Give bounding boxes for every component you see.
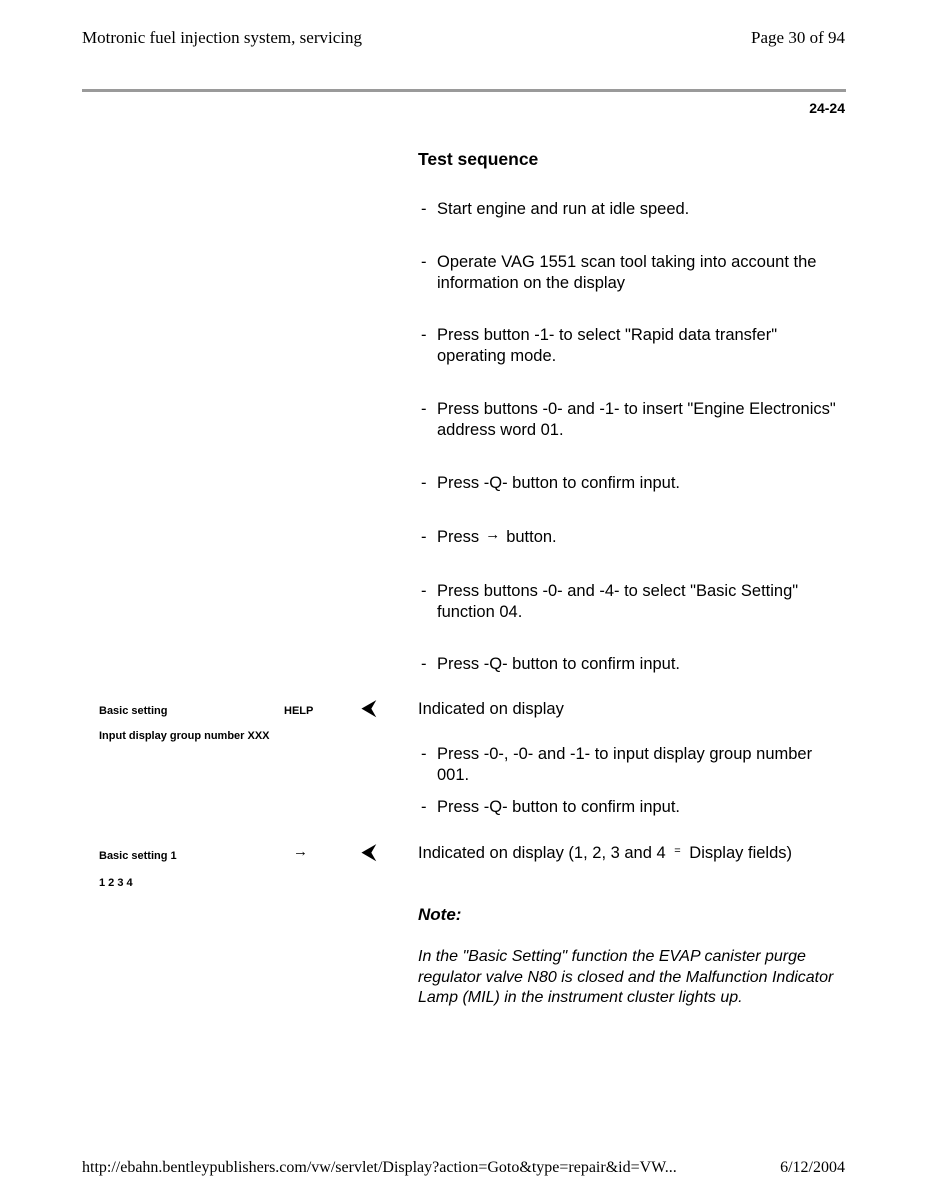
step-text: Press button -1- to select "Rapid data transfer" operating mode. <box>437 326 778 365</box>
step-item <box>421 252 841 293</box>
test-sequence-heading: Test sequence <box>418 149 539 169</box>
source-url: http://ebahn.bentleypublishers.com/vw/servlet/Display?action=Goto&type=repair&id=VW... <box>82 1159 677 1176</box>
display-help-label: HELP <box>284 705 314 717</box>
display-caption: Indicated on display <box>418 700 564 718</box>
step-text: Press -Q- button to confirm input. <box>437 798 681 816</box>
display-line2: Input display group number XXX <box>99 730 270 742</box>
note-heading: Note: <box>418 905 462 924</box>
document-title: Motronic fuel injection system, servicing <box>82 28 362 47</box>
step-text: Press -Q- button to confirm input. <box>437 474 681 492</box>
step-item <box>421 325 841 366</box>
step-item <box>421 654 841 675</box>
note-text: In the "Basic Setting" function the EVAP canister purge regulator valve N80 is closed and the Malfunction Indicator Lamp (MIL) in the instrument cluster lights up. <box>418 948 834 1006</box>
display-pointer-icon: ⮜ <box>362 698 376 719</box>
step-dash: - <box>421 474 427 492</box>
step-text: Press -0-, -0- and -1- to input display group number 001. <box>437 745 813 784</box>
display-caption-part-b: Display fields) <box>689 844 792 862</box>
step-dash: - <box>421 528 427 546</box>
step-item <box>421 199 841 220</box>
step-dash: - <box>421 655 427 673</box>
step-item <box>421 473 841 494</box>
step-dash: - <box>421 200 427 218</box>
display-line1-left: Basic setting 1 <box>99 850 177 862</box>
step-dash: - <box>421 326 427 344</box>
step-text: Press buttons -0- and -1- to insert "Engine Electronics" address word 01. <box>437 400 836 439</box>
step-text: Operate VAG 1551 scan tool taking into account the information on the display <box>437 253 817 292</box>
step-item <box>421 581 841 622</box>
display-line1-left: Basic setting <box>99 705 168 717</box>
step-text: Start engine and run at idle speed. <box>437 200 690 218</box>
step-text-suffix: button. <box>506 528 557 546</box>
step-item <box>421 527 841 549</box>
step-text-with-arrow <box>437 527 841 549</box>
step-dash: - <box>421 745 427 763</box>
section-code: 24-24 <box>809 100 845 116</box>
arrow-right-icon: → <box>485 526 501 543</box>
step-item <box>421 399 841 440</box>
display-caption <box>418 843 838 866</box>
print-date: 6/12/2004 <box>780 1159 845 1176</box>
step-dash: - <box>421 400 427 418</box>
step-item <box>421 744 841 785</box>
step-text: Press buttons -0- and -4- to select "Basic Setting" function 04. <box>437 582 799 621</box>
step-dash: - <box>421 253 427 271</box>
step-dash: - <box>421 798 427 816</box>
step-text: Press -Q- button to confirm input. <box>437 655 681 673</box>
arrow-right-icon: → <box>293 843 308 860</box>
header-divider <box>82 89 846 92</box>
display-pointer-icon: ⮜ <box>362 842 376 863</box>
step-dash: - <box>421 582 427 600</box>
page-number: Page 30 of 94 <box>751 28 845 47</box>
step-text: Press <box>437 528 480 546</box>
display-caption-part-a: Indicated on display (1, 2, 3 and 4 <box>418 844 666 862</box>
step-item <box>421 797 841 818</box>
equals-icon: = <box>674 845 681 857</box>
display-line2: 1 2 3 4 <box>99 877 133 889</box>
